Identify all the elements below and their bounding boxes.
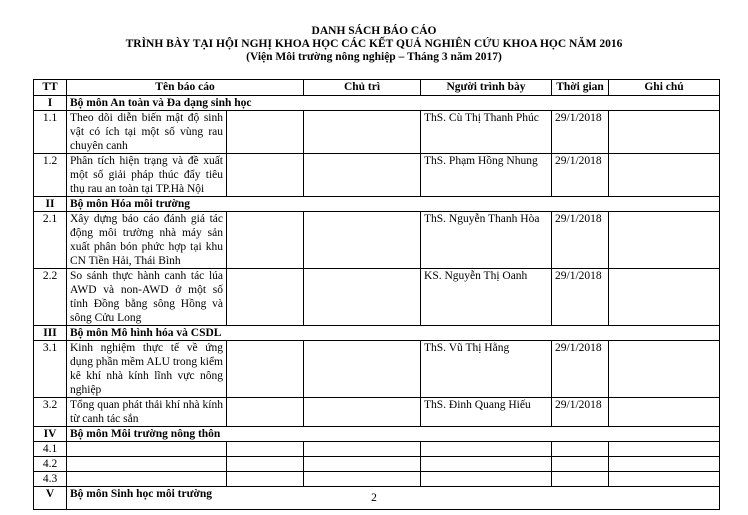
chair-cell bbox=[304, 341, 421, 398]
row-number: 3.2 bbox=[34, 398, 67, 427]
chair-cell bbox=[304, 457, 421, 472]
chair-cell bbox=[304, 269, 421, 326]
col-header-title: Tên báo cáo bbox=[67, 80, 304, 96]
report-title: Kinh nghiệm thực tế về ứng dụng phần mềm ALU trong kiểm kê khí nhà kính lĩnh vực nông nghiệp bbox=[67, 341, 227, 398]
section-number: III bbox=[34, 326, 67, 341]
note-cell bbox=[609, 111, 720, 154]
document-subtitle: TRÌNH BÀY TẠI HỘI NGHỊ KHOA HỌC CÁC KẾT QUẢ NGHIÊN CỨU KHOA HỌC NĂM 2016 bbox=[125, 38, 623, 50]
col-header-presenter: Người trình bày bbox=[421, 80, 552, 96]
note-cell bbox=[609, 457, 720, 472]
table-row bbox=[34, 269, 720, 326]
note-cell bbox=[609, 398, 720, 427]
note-cell bbox=[609, 154, 720, 197]
presenter-cell bbox=[421, 442, 552, 457]
presenter-cell: ThS. Phạm Hồng Nhung bbox=[421, 154, 552, 197]
report-title: Theo dõi diễn biến mật độ sinh vật có ích tại một số vùng rau chuyên canh bbox=[67, 111, 227, 154]
time-cell: 29/1/2018 bbox=[552, 111, 609, 154]
table-row bbox=[34, 154, 720, 197]
report-title: Phân tích hiện trạng và đề xuất một số giải pháp thúc đẩy tiêu thụ rau an toàn tại TP.Hà Nội bbox=[67, 154, 227, 197]
section-name: Bộ môn Hóa môi trường bbox=[67, 197, 720, 212]
report-title-extra bbox=[227, 457, 304, 472]
section-number: V bbox=[34, 487, 67, 510]
report-table bbox=[33, 79, 720, 510]
section-number: IV bbox=[34, 427, 67, 442]
presenter-cell: ThS. Nguyễn Thanh Hòa bbox=[421, 212, 552, 269]
document-organization: (Viện Môi trường nông nghiệp – Tháng 3 năm 2017) bbox=[246, 51, 502, 63]
report-title-extra bbox=[227, 472, 304, 487]
table-row bbox=[34, 212, 720, 269]
row-number: 4.3 bbox=[34, 472, 67, 487]
table-row bbox=[34, 341, 720, 398]
presenter-cell bbox=[421, 457, 552, 472]
chair-cell bbox=[304, 472, 421, 487]
section-row bbox=[34, 427, 720, 442]
time-cell: 29/1/2018 bbox=[552, 341, 609, 398]
report-title-extra bbox=[227, 269, 304, 326]
note-cell bbox=[609, 442, 720, 457]
page-number: 2 bbox=[371, 492, 377, 504]
section-name: Bộ môn Sinh học môi trường bbox=[67, 487, 720, 510]
time-cell: 29/1/2018 bbox=[552, 269, 609, 326]
report-title bbox=[67, 457, 227, 472]
report-title-extra bbox=[227, 442, 304, 457]
report-title-extra bbox=[227, 341, 304, 398]
row-number: 3.1 bbox=[34, 341, 67, 398]
col-header-tt: TT bbox=[34, 80, 67, 96]
table-row bbox=[34, 111, 720, 154]
table-row bbox=[34, 398, 720, 427]
time-cell: 29/1/2018 bbox=[552, 212, 609, 269]
section-row bbox=[34, 96, 720, 111]
presenter-cell: ThS. Vũ Thị Hằng bbox=[421, 341, 552, 398]
col-header-note: Ghi chú bbox=[609, 80, 720, 96]
row-number: 1.1 bbox=[34, 111, 67, 154]
table-row bbox=[34, 457, 720, 472]
report-title: Xây dựng báo cáo đánh giá tác động môi trường nhà máy sản xuất phân bón phức hợp tại khu CN Tiền Hải, Thái Bình bbox=[67, 212, 227, 269]
table-row bbox=[34, 442, 720, 457]
section-number: I bbox=[34, 96, 67, 111]
presenter-cell: ThS. Đinh Quang Hiếu bbox=[421, 398, 552, 427]
section-row bbox=[34, 197, 720, 212]
report-title bbox=[67, 442, 227, 457]
time-cell: 29/1/2018 bbox=[552, 398, 609, 427]
row-number: 2.2 bbox=[34, 269, 67, 326]
note-cell bbox=[609, 212, 720, 269]
time-cell bbox=[552, 442, 609, 457]
presenter-cell: ThS. Cù Thị Thanh Phúc bbox=[421, 111, 552, 154]
note-cell bbox=[609, 269, 720, 326]
document-title: DANH SÁCH BÁO CÁO bbox=[311, 25, 437, 37]
report-title: Tổng quan phát thải khí nhà kính từ canh tác sắn bbox=[67, 398, 227, 427]
chair-cell bbox=[304, 442, 421, 457]
chair-cell bbox=[304, 154, 421, 197]
report-title: So sánh thực hành canh tác lúa AWD và non-AWD ở một số tỉnh Đồng bằng sông Hồng và sông Cửu Long bbox=[67, 269, 227, 326]
row-number: 4.2 bbox=[34, 457, 67, 472]
chair-cell bbox=[304, 398, 421, 427]
chair-cell bbox=[304, 111, 421, 154]
report-title-extra bbox=[227, 154, 304, 197]
col-header-chair: Chủ trì bbox=[304, 80, 421, 96]
time-cell: 29/1/2018 bbox=[552, 154, 609, 197]
row-number: 1.2 bbox=[34, 154, 67, 197]
presenter-cell: KS. Nguyễn Thị Oanh bbox=[421, 269, 552, 326]
report-title-extra bbox=[227, 111, 304, 154]
time-cell bbox=[552, 472, 609, 487]
section-name: Bộ môn An toàn và Đa dạng sinh học bbox=[67, 96, 720, 111]
note-cell bbox=[609, 472, 720, 487]
col-header-time: Thời gian bbox=[552, 80, 609, 96]
section-number: II bbox=[34, 197, 67, 212]
chair-cell bbox=[304, 212, 421, 269]
section-name: Bộ môn Môi trường nông thôn bbox=[67, 427, 720, 442]
report-title bbox=[67, 472, 227, 487]
presenter-cell bbox=[421, 472, 552, 487]
section-name: Bộ môn Mô hình hóa và CSDL bbox=[67, 326, 720, 341]
table-header-row bbox=[34, 80, 720, 96]
report-title-extra bbox=[227, 398, 304, 427]
table-row bbox=[34, 472, 720, 487]
row-number: 2.1 bbox=[34, 212, 67, 269]
note-cell bbox=[609, 341, 720, 398]
time-cell bbox=[552, 457, 609, 472]
row-number: 4.1 bbox=[34, 442, 67, 457]
section-row bbox=[34, 326, 720, 341]
report-title-extra bbox=[227, 212, 304, 269]
